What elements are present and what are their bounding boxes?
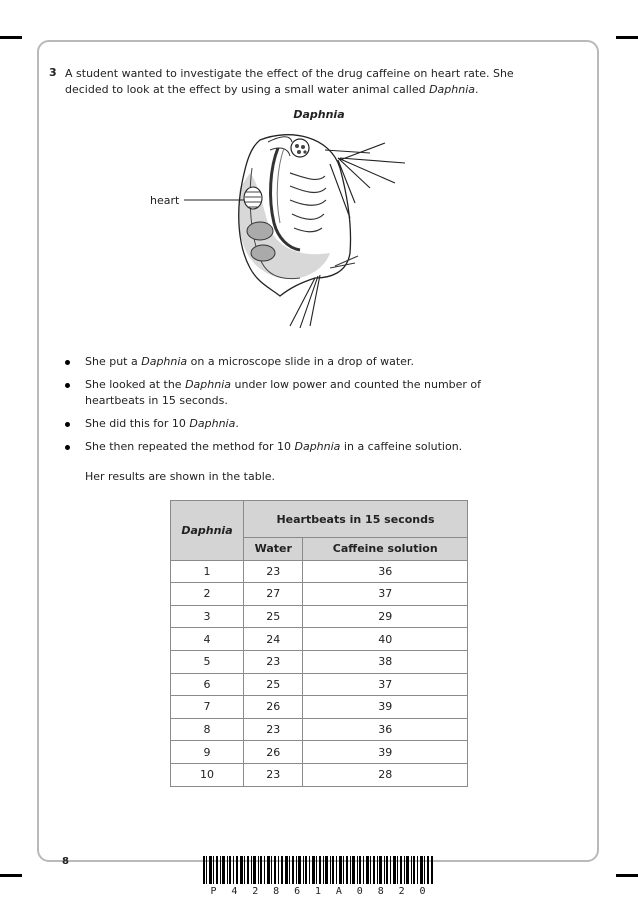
- barcode-icon: [203, 856, 433, 884]
- table-cell: 36: [303, 560, 468, 583]
- table-cell: 8: [171, 718, 244, 741]
- col-daphnia-header: Daphnia: [171, 501, 244, 561]
- col-group-header: Heartbeats in 15 seconds: [244, 501, 468, 538]
- bullet-item: She put a Daphnia on a microscope slide in a drop of water.: [65, 354, 535, 370]
- bullet-item: She then repeated the method for 10 Daphnia in a caffeine solution.: [65, 439, 535, 455]
- col-caffeine-header: Caffeine solution: [303, 538, 468, 561]
- table-cell: 23: [244, 718, 303, 741]
- eye-icon: [291, 139, 309, 157]
- table-row: [171, 650, 468, 673]
- results-intro: Her results are shown in the table.: [85, 470, 276, 483]
- table-cell: 23: [244, 763, 303, 786]
- heart-label: heart: [150, 194, 180, 207]
- table-row: [171, 718, 468, 741]
- edge-mark-bottom-right: [616, 874, 638, 877]
- figure-title: Daphnia: [293, 108, 345, 121]
- intro-line-2-italic: Daphnia: [429, 83, 476, 96]
- edge-mark-bottom-left: [0, 874, 22, 877]
- gut: [271, 148, 300, 250]
- daphnia-figure: [140, 128, 420, 337]
- table-cell: 23: [244, 650, 303, 673]
- table-row: [171, 763, 468, 786]
- table-cell: 27: [244, 583, 303, 606]
- table-row: [171, 628, 468, 651]
- question-number: 3: [49, 66, 57, 79]
- antennae: [325, 143, 405, 218]
- col-water-header: Water: [244, 538, 303, 561]
- table-cell: 39: [303, 741, 468, 764]
- table-cell: 40: [303, 628, 468, 651]
- egg-1: [247, 222, 273, 240]
- edge-mark-top-right: [616, 36, 638, 39]
- table-cell: 24: [244, 628, 303, 651]
- table-cell: 25: [244, 605, 303, 628]
- table-cell: 9: [171, 741, 244, 764]
- table-cell: 36: [303, 718, 468, 741]
- table-cell: 10: [171, 763, 244, 786]
- intro-line-2-pre: decided to look at the effect by using a small water animal called: [65, 83, 430, 96]
- question-intro: [65, 66, 565, 98]
- table-cell: 28: [303, 763, 468, 786]
- egg-2: [251, 245, 275, 261]
- bullet-item: She looked at the Daphnia under low power and counted the number of heartbeats in 15 seconds.: [65, 377, 535, 409]
- method-bullets: [65, 354, 535, 462]
- table-row: [171, 696, 468, 719]
- table-cell: 37: [303, 673, 468, 696]
- table-cell: 4: [171, 628, 244, 651]
- table-cell: 26: [244, 696, 303, 719]
- barcode-text: P 4 2 8 6 1 A 0 8 2 0: [210, 886, 426, 897]
- table-cell: 7: [171, 696, 244, 719]
- edge-mark-top-left: [0, 36, 22, 39]
- table-row: [171, 583, 468, 606]
- daphnia-illustration: [140, 128, 420, 333]
- table-cell: 29: [303, 605, 468, 628]
- table-cell: 5: [171, 650, 244, 673]
- table-cell: 6: [171, 673, 244, 696]
- table-cell: 37: [303, 583, 468, 606]
- table-cell: 1: [171, 560, 244, 583]
- page-number: 8: [62, 856, 69, 867]
- heart-shape: [244, 187, 262, 209]
- table-row: [171, 741, 468, 764]
- results-table: [170, 500, 468, 787]
- table-cell: 2: [171, 583, 244, 606]
- table-cell: 39: [303, 696, 468, 719]
- tail-spine: [290, 275, 320, 328]
- bullet-item: She did this for 10 Daphnia.: [65, 416, 535, 432]
- table-cell: 25: [244, 673, 303, 696]
- table-cell: 38: [303, 650, 468, 673]
- table-cell: 23: [244, 560, 303, 583]
- legs: [290, 173, 326, 232]
- intro-line-1: A student wanted to investigate the effect of the drug caffeine on heart rate. She: [65, 67, 514, 80]
- intro-line-2-post: .: [475, 83, 479, 96]
- table-row: [171, 673, 468, 696]
- table-cell: 26: [244, 741, 303, 764]
- table-row: [171, 605, 468, 628]
- table-body: [171, 560, 468, 786]
- table-row: [171, 560, 468, 583]
- table-cell: 3: [171, 605, 244, 628]
